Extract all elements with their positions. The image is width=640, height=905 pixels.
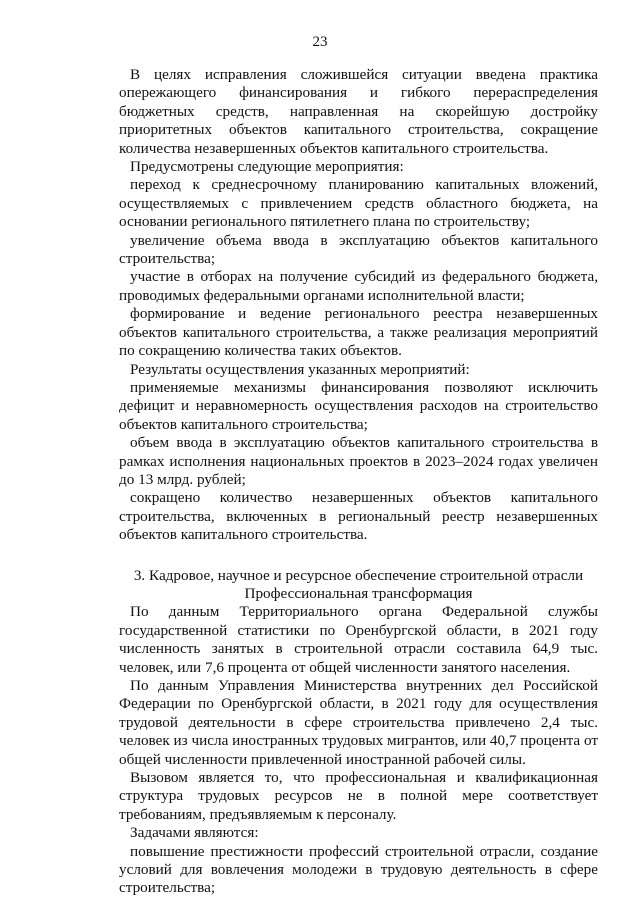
paragraph-statistics: По данным Территориального органа Федеральной службы государственной статистики по Оренбургской области, в 2021 году численность занятых в строительной отрасли составила 64,9 тыс. человек, или 7,6 процента от общей численности занятого населения. xyxy=(119,603,598,676)
list-item-planning: переход к среднесрочному планированию капитальных вложений, осуществляемых с привлечением средств областного бюджета, на основании регионального пятилетнего плана по строительству; xyxy=(119,176,598,231)
paragraph-migrants: По данным Управления Министерства внутренних дел Российской Федерации по Оренбургской области, в 2021 году для осуществления трудовой деятельности в сфере строительства привлечено 2,4 тыс. человек из числа иностранных трудовых мигрантов, или 40,7 процента от общей численности привлеченной иностранной рабочей силы. xyxy=(119,677,598,768)
paragraph-challenge: Вызовом является то, что профессиональная и квалификационная структура трудовых ресурсов не в полной мере соответствует требованиям, предъявляемым к персоналу. xyxy=(119,769,598,823)
section-heading: 3. Кадровое, научное и ресурсное обеспечение строительной отрасли xyxy=(133,566,584,584)
section-subheading: Профессиональная трансформация xyxy=(244,584,473,602)
paragraph-results-intro: Результаты осуществления указанных мероприятий: xyxy=(130,360,470,378)
paragraph-measures-intro: Предусмотрены следующие мероприятия: xyxy=(130,158,404,176)
list-item-commissioning-volume: объем ввода в эксплуатацию объектов капитального строительства в рамках исполнения национальных проектов в 2023–2024 годах увеличен до 13 млрд. рублей; xyxy=(119,434,598,488)
list-item-mechanisms: применяемые механизмы финансирования позволяют исключить дефицит и неравномерность осуществления расходов на строительство объектов капитального строительства; xyxy=(119,378,598,433)
paragraph-tasks-intro: Задачами являются: xyxy=(130,824,259,842)
page-number: 23 xyxy=(312,34,328,50)
list-item-volume-increase: увеличение объема ввода в эксплуатацию объектов капитального строительства; xyxy=(119,231,598,268)
list-item-prestige: повышение престижности профессий строительной отрасли, создание условий для вовлечения молодежи в трудовую деятельность в сфере строительства; xyxy=(119,842,598,897)
list-item-subsidy-selection: участие в отборах на получение субсидий из федерального бюджета, проводимых федеральными органами исполнительной власти; xyxy=(119,268,598,304)
paragraph-financing-practice: В целях исправления сложившейся ситуации введена практика опережающего финансирования и гибкого перераспределения бюджетных средств, направленная на скорейшую достройку приоритетных объектов капитального строительства, сокращение количества незавершенных объектов капитального строительства. xyxy=(119,66,598,157)
list-item-reduced-unfinished: сокращено количество незавершенных объектов капитального строительства, включенных в региональный реестр незавершенных объектов капитального строительства. xyxy=(119,489,598,544)
list-item-registry: формирование и ведение регионального реестра незавершенных объектов капитального строительства, а также реализация мероприятий по сокращению количества таких объектов. xyxy=(119,305,598,360)
page-content xyxy=(119,66,598,898)
